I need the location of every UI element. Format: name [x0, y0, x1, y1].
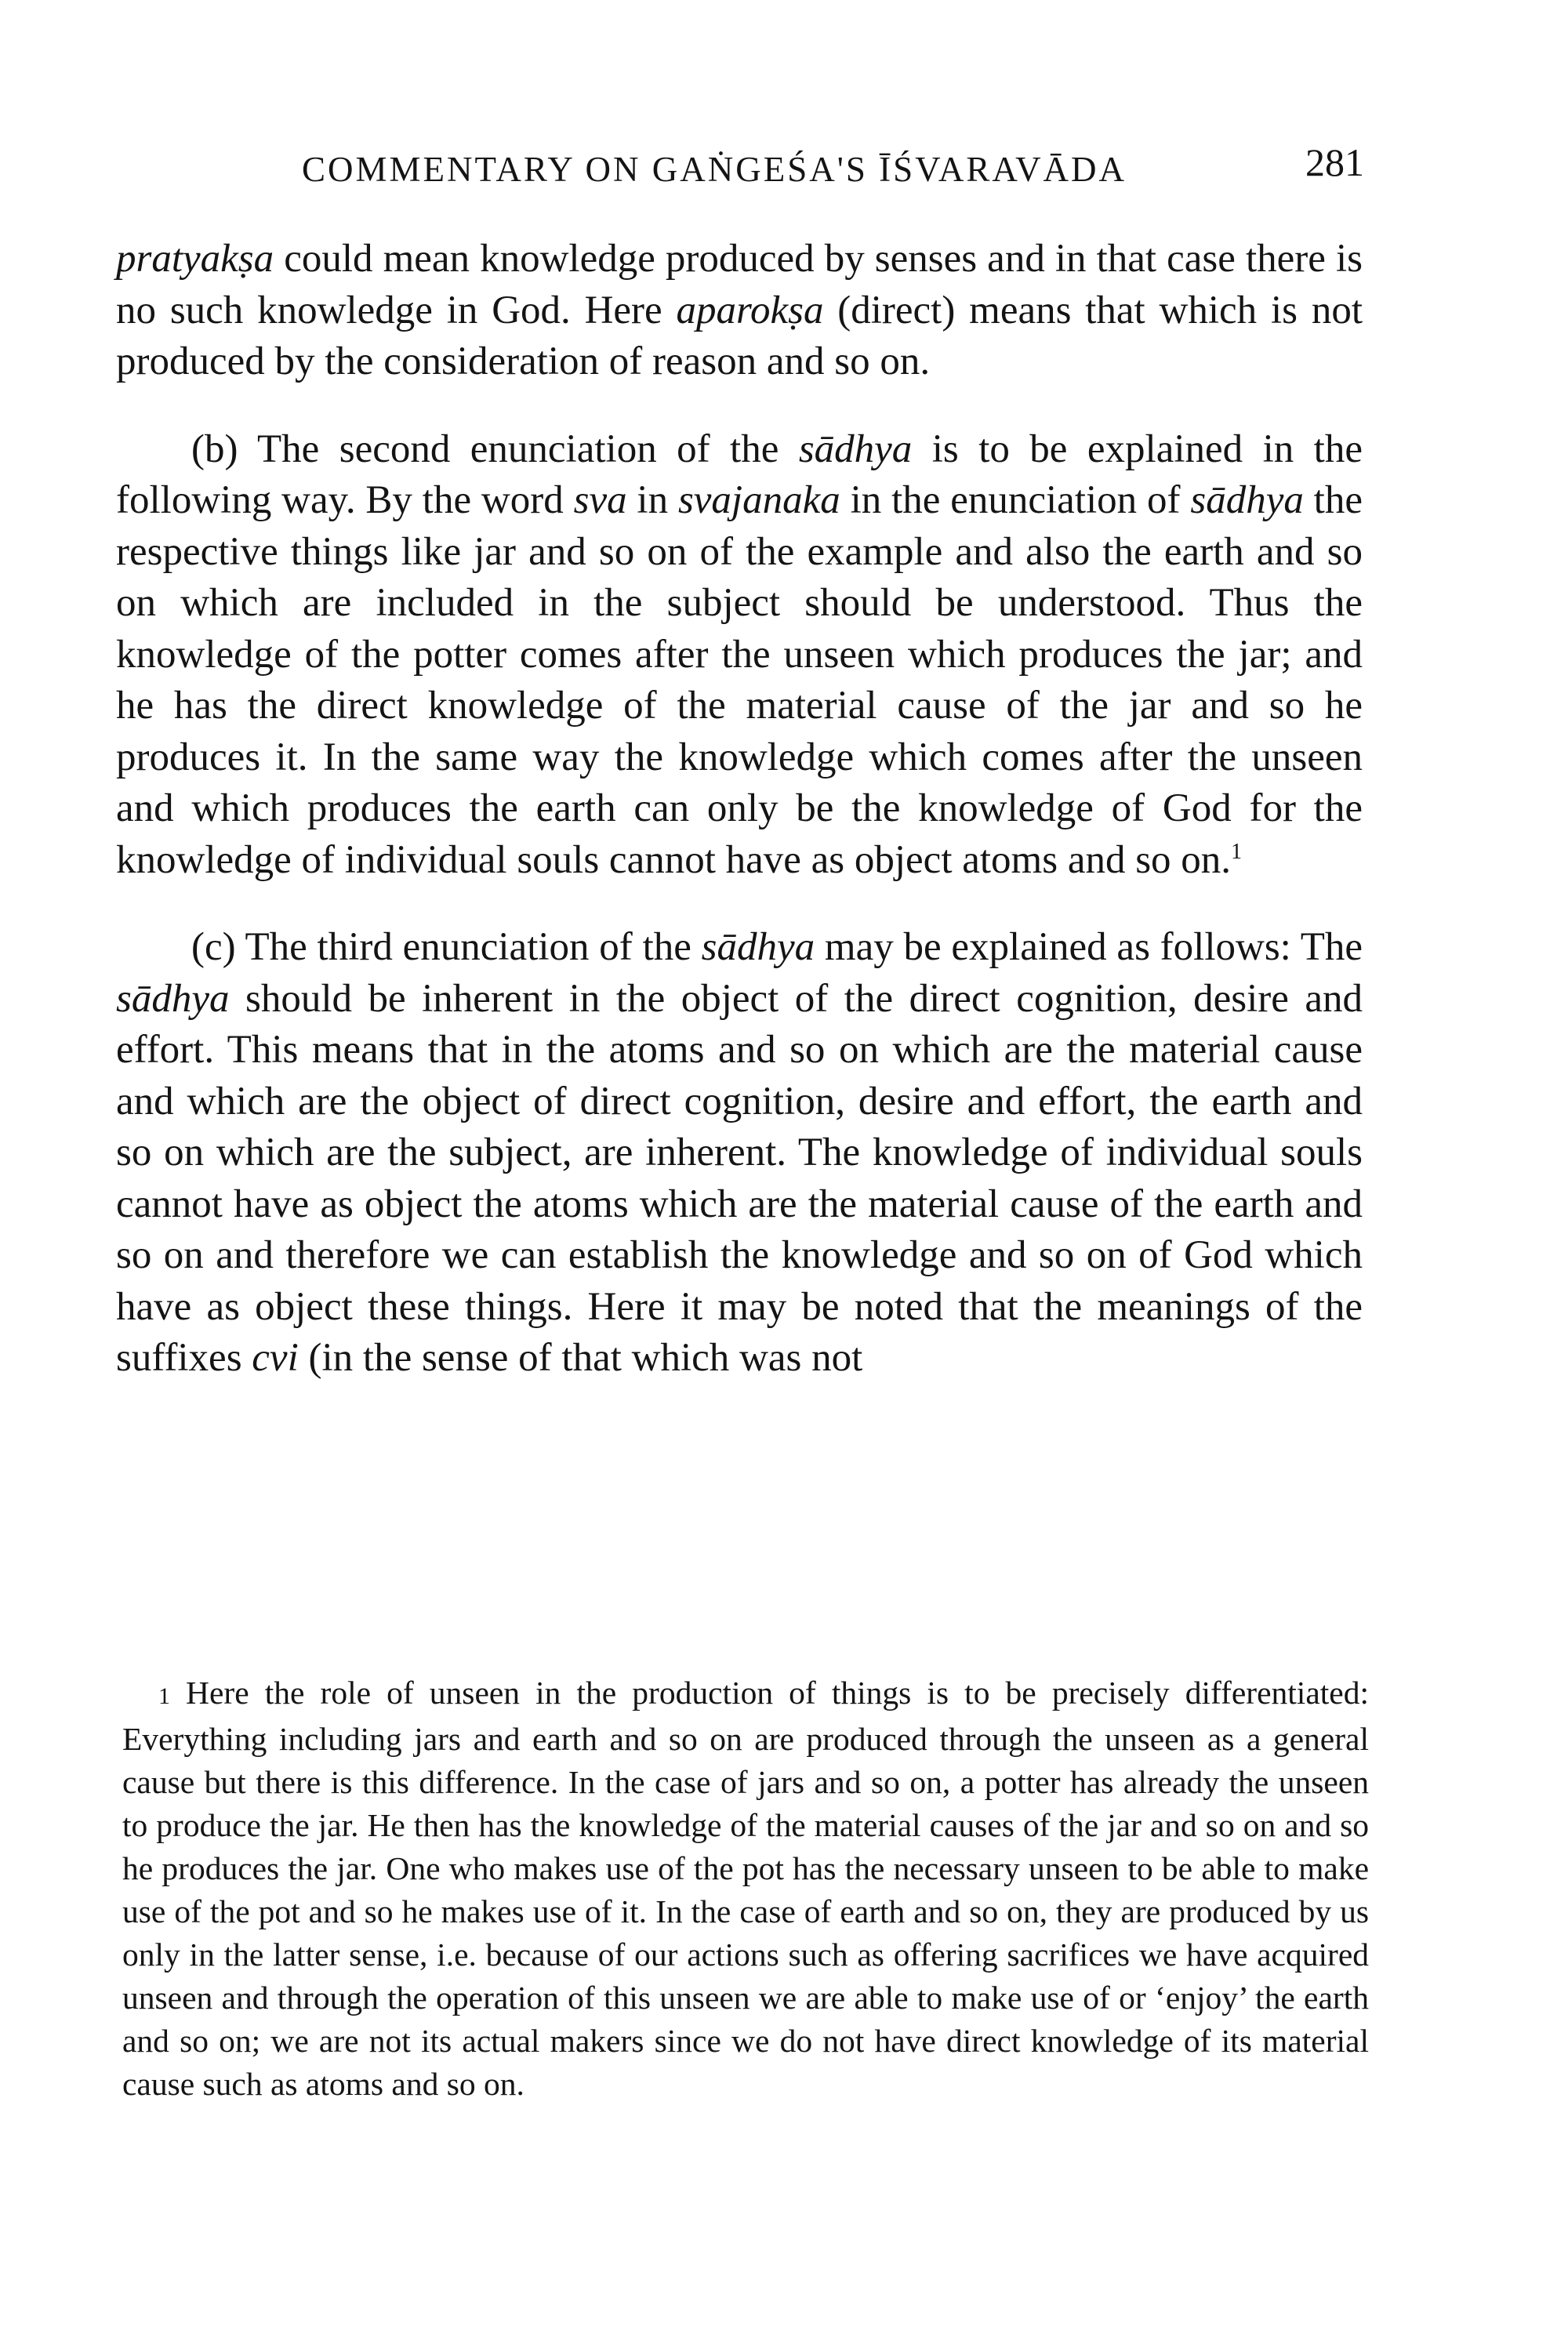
term-sadhya: sādhya	[798, 426, 913, 471]
running-title: COMMENTARY ON GAṄGEŚA'S ĪŚVARAVĀDA	[302, 150, 1127, 189]
body-text	[116, 234, 1363, 1385]
term-aparoksa: aparokṣa	[676, 288, 824, 332]
footnote-text: Here the role of unseen in the production of things is to be precisely differentiated: Everything including jars and earth and so on are produced through the unseen as a general cause but there is this difference. In the case of jars and so on, a potter has already the unseen to produce the jar. He then has the knowledge of the material causes of the jar and so on and so he produces the jar. One who makes use of the pot has the necessary unseen to be able to make use of the pot and so he makes use of it. In the case of earth and so on, they are produced by us only in the latter sense, i.e. because of our actions such as offering sacrifices we have acquired unseen and through the operation of this unseen we are able to make use of or ‘enjoy’ the earth and so on; we are not its actual makers since we do not have direct knowledge of its material cause such as atoms and so on.	[122, 1675, 1369, 2102]
term-pratyaksa: pratyakṣa	[116, 237, 274, 281]
running-head	[302, 140, 1384, 204]
paragraph-c: (c) The third enunciation of the sādhya may be explained as follows: The sādhya should be inherent in the object of the direct cognition, desire and effort. This means that in the atoms and so on which are the material cause and which are the object of direct cognition, desire and effort, the earth and so on which are the subject, are inherent. The knowledge of individual souls cannot have as object the atoms which are the material cause of the earth and so on and therefore we can establish the knowledge and so on of God which have as object these things. Here it may be noted that the meanings of the suffixes cvi (in the sense of that which was not	[116, 925, 1363, 1380]
term-sadhya: sādhya	[116, 976, 230, 1021]
footnotes	[122, 1671, 1369, 2106]
paragraph-continuation: pratyakṣa could mean knowledge produced by senses and in that case there is no such knowledge in God. Here aparokṣa (direct) means that which is not produced by the consideration of reason and so on.	[116, 237, 1363, 383]
term-sadhya: sādhya	[1190, 478, 1304, 522]
footnote	[122, 1671, 1369, 2106]
footnote-reference: 1	[1231, 839, 1243, 864]
paragraph-b: (b) The second enunciation of the sādhya is to be explained in the following way. By the word sva in svajanaka in the enunciation of sādhya the respective things like jar and so on of the example and also the earth and so on which are included in the subject should be understood. Thus the knowledge of the potter comes after the unseen which produces the jar; and he has the direct knowledge of the material cause of the jar and so he produces it. In the same way the knowledge which comes after the unseen and which produces the earth can only be the knowledge of God for the knowledge of individual souls cannot have as object atoms and so on.$^1$	[116, 426, 1363, 882]
footnote-marker: 1	[158, 1683, 170, 1709]
term-sadhya: sādhya	[701, 925, 815, 969]
term-cvi: cvi	[252, 1336, 299, 1380]
page-number: 281	[1305, 140, 1364, 184]
term-svajanaka: svajanaka	[677, 478, 840, 522]
term-sva: sva	[573, 478, 627, 522]
